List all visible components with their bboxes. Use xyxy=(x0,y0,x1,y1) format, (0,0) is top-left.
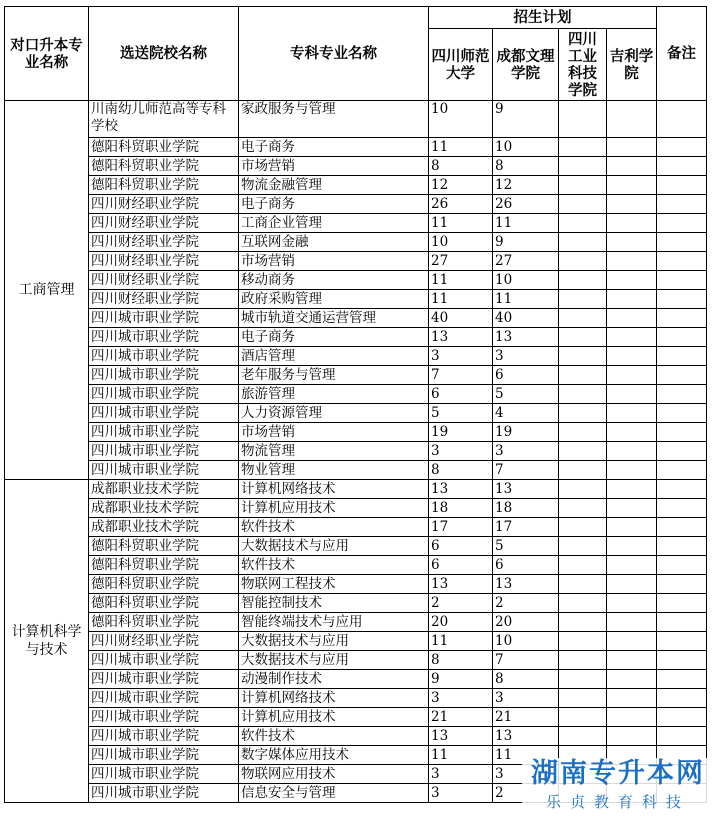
school-cell: 四川城市职业学院 xyxy=(89,328,239,347)
plan-cell-univ-1: 13 xyxy=(429,575,493,594)
major-cell: 电子商务 xyxy=(239,195,429,214)
plan-cell-univ-4 xyxy=(607,518,657,537)
school-cell: 四川城市职业学院 xyxy=(89,404,239,423)
plan-cell-univ-3 xyxy=(559,195,607,214)
school-cell: 德阳科贸职业学院 xyxy=(89,556,239,575)
major-cell: 市场营销 xyxy=(239,423,429,442)
plan-cell-univ-3 xyxy=(559,138,607,157)
table-row xyxy=(5,366,707,385)
plan-cell-univ-3 xyxy=(559,423,607,442)
major-cell: 大数据技术与应用 xyxy=(239,651,429,670)
school-cell: 德阳科贸职业学院 xyxy=(89,138,239,157)
table-row xyxy=(5,727,707,746)
plan-cell-univ-4 xyxy=(607,366,657,385)
plan-cell-univ-1: 40 xyxy=(429,309,493,328)
plan-cell-univ-3 xyxy=(559,727,607,746)
plan-cell-univ-1: 11 xyxy=(429,271,493,290)
plan-cell-univ-4 xyxy=(607,385,657,404)
plan-cell-univ-4 xyxy=(607,442,657,461)
plan-cell-univ-1: 20 xyxy=(429,613,493,632)
school-cell: 德阳科贸职业学院 xyxy=(89,613,239,632)
major-cell: 电子商务 xyxy=(239,138,429,157)
school-cell: 四川城市职业学院 xyxy=(89,689,239,708)
header-major: 专科专业名称 xyxy=(239,7,429,101)
remark-cell xyxy=(657,214,707,233)
plan-cell-univ-4 xyxy=(607,214,657,233)
plan-cell-univ-2: 7 xyxy=(493,651,559,670)
school-cell: 四川财经职业学院 xyxy=(89,214,239,233)
plan-cell-univ-1: 11 xyxy=(429,290,493,309)
header-univ-2: 成都文理学院 xyxy=(493,29,559,101)
plan-cell-univ-1: 3 xyxy=(429,347,493,366)
plan-cell-univ-2: 12 xyxy=(493,176,559,195)
table-row xyxy=(5,556,707,575)
plan-cell-univ-4 xyxy=(607,157,657,176)
remark-cell xyxy=(657,442,707,461)
major-cell: 物联网工程技术 xyxy=(239,575,429,594)
plan-cell-univ-2: 9 xyxy=(493,101,559,138)
header-school: 选送院校名称 xyxy=(89,7,239,101)
plan-cell-univ-4 xyxy=(607,613,657,632)
major-cell: 城市轨道交通运营管理 xyxy=(239,309,429,328)
plan-cell-univ-3 xyxy=(559,290,607,309)
table-row xyxy=(5,461,707,480)
school-cell: 四川城市职业学院 xyxy=(89,423,239,442)
header-univ-3: 四川工业科技学院 xyxy=(559,29,607,101)
plan-cell-univ-3 xyxy=(559,499,607,518)
plan-cell-univ-4 xyxy=(607,271,657,290)
plan-cell-univ-1: 2 xyxy=(429,594,493,613)
header-plan-group: 招生计划 xyxy=(429,7,657,29)
school-cell: 德阳科贸职业学院 xyxy=(89,537,239,556)
school-cell: 四川城市职业学院 xyxy=(89,708,239,727)
table-row xyxy=(5,328,707,347)
remark-cell xyxy=(657,708,707,727)
table-row xyxy=(5,594,707,613)
plan-cell-univ-2: 4 xyxy=(493,404,559,423)
plan-cell-univ-4 xyxy=(607,176,657,195)
major-cell: 旅游管理 xyxy=(239,385,429,404)
remark-cell xyxy=(657,613,707,632)
plan-cell-univ-4 xyxy=(607,423,657,442)
major-cell: 电子商务 xyxy=(239,328,429,347)
plan-cell-univ-4 xyxy=(607,233,657,252)
plan-cell-univ-3 xyxy=(559,271,607,290)
major-cell: 大数据技术与应用 xyxy=(239,537,429,556)
plan-cell-univ-1: 6 xyxy=(429,556,493,575)
plan-cell-univ-2: 5 xyxy=(493,385,559,404)
table-row xyxy=(5,632,707,651)
school-cell: 四川财经职业学院 xyxy=(89,290,239,309)
plan-cell-univ-3 xyxy=(559,518,607,537)
plan-cell-univ-4 xyxy=(607,632,657,651)
major-cell: 老年服务与管理 xyxy=(239,366,429,385)
table-row xyxy=(5,101,707,138)
plan-cell-univ-4 xyxy=(607,537,657,556)
plan-cell-univ-1: 11 xyxy=(429,746,493,765)
remark-cell xyxy=(657,233,707,252)
plan-cell-univ-2: 20 xyxy=(493,613,559,632)
major-cell: 政府采购管理 xyxy=(239,290,429,309)
major-cell: 物联网应用技术 xyxy=(239,765,429,784)
plan-cell-univ-2: 10 xyxy=(493,271,559,290)
major-cell: 物流管理 xyxy=(239,442,429,461)
major-cell: 智能控制技术 xyxy=(239,594,429,613)
major-cell: 数字媒体应用技术 xyxy=(239,746,429,765)
school-cell: 四川城市职业学院 xyxy=(89,309,239,328)
table-row xyxy=(5,138,707,157)
remark-cell xyxy=(657,670,707,689)
plan-cell-univ-4 xyxy=(607,138,657,157)
plan-cell-univ-1: 12 xyxy=(429,176,493,195)
plan-cell-univ-3 xyxy=(559,176,607,195)
remark-cell xyxy=(657,138,707,157)
remark-cell xyxy=(657,537,707,556)
plan-cell-univ-1: 3 xyxy=(429,442,493,461)
school-cell: 川南幼儿师范高等专科学校 xyxy=(89,101,239,138)
school-cell: 四川城市职业学院 xyxy=(89,442,239,461)
plan-cell-univ-2: 6 xyxy=(493,366,559,385)
major-cell: 软件技术 xyxy=(239,556,429,575)
plan-cell-univ-4 xyxy=(607,290,657,309)
plan-cell-univ-2: 9 xyxy=(493,233,559,252)
school-cell: 德阳科贸职业学院 xyxy=(89,594,239,613)
school-cell: 德阳科贸职业学院 xyxy=(89,176,239,195)
table-row xyxy=(5,347,707,366)
plan-cell-univ-3 xyxy=(559,632,607,651)
plan-cell-univ-1: 8 xyxy=(429,651,493,670)
plan-cell-univ-3 xyxy=(559,309,607,328)
remark-cell xyxy=(657,651,707,670)
remark-cell xyxy=(657,290,707,309)
school-cell: 四川城市职业学院 xyxy=(89,651,239,670)
table-row xyxy=(5,309,707,328)
plan-cell-univ-1: 11 xyxy=(429,214,493,233)
school-cell: 四川城市职业学院 xyxy=(89,727,239,746)
remark-cell xyxy=(657,101,707,138)
plan-cell-univ-2: 11 xyxy=(493,290,559,309)
remark-cell xyxy=(657,499,707,518)
remark-cell xyxy=(657,176,707,195)
plan-cell-univ-4 xyxy=(607,461,657,480)
remark-cell xyxy=(657,518,707,537)
table-row xyxy=(5,233,707,252)
plan-cell-univ-3 xyxy=(559,404,607,423)
plan-cell-univ-1: 3 xyxy=(429,765,493,784)
school-cell: 四川财经职业学院 xyxy=(89,252,239,271)
remark-cell xyxy=(657,195,707,214)
remark-cell xyxy=(657,727,707,746)
major-cell: 动漫制作技术 xyxy=(239,670,429,689)
plan-cell-univ-2: 18 xyxy=(493,499,559,518)
plan-cell-univ-1: 13 xyxy=(429,480,493,499)
plan-cell-univ-1: 17 xyxy=(429,518,493,537)
school-cell: 四川财经职业学院 xyxy=(89,632,239,651)
major-cell: 智能终端技术与应用 xyxy=(239,613,429,632)
major-cell: 家政服务与管理 xyxy=(239,101,429,138)
plan-cell-univ-2: 3 xyxy=(493,765,559,784)
major-cell: 计算机网络技术 xyxy=(239,689,429,708)
school-cell: 四川城市职业学院 xyxy=(89,765,239,784)
header-remark: 备注 xyxy=(657,7,707,101)
plan-cell-univ-1: 13 xyxy=(429,328,493,347)
plan-cell-univ-3 xyxy=(559,594,607,613)
plan-cell-univ-4 xyxy=(607,556,657,575)
plan-cell-univ-2: 13 xyxy=(493,575,559,594)
plan-cell-univ-4 xyxy=(607,404,657,423)
plan-cell-univ-4 xyxy=(607,480,657,499)
plan-cell-univ-1: 10 xyxy=(429,101,493,138)
remark-cell xyxy=(657,423,707,442)
school-cell: 四川城市职业学院 xyxy=(89,746,239,765)
header-category: 对口升本专业名称 xyxy=(5,7,89,101)
school-cell: 四川城市职业学院 xyxy=(89,461,239,480)
plan-cell-univ-3 xyxy=(559,708,607,727)
plan-cell-univ-3 xyxy=(559,442,607,461)
plan-cell-univ-1: 11 xyxy=(429,632,493,651)
table-row xyxy=(5,689,707,708)
remark-cell xyxy=(657,632,707,651)
plan-cell-univ-1: 27 xyxy=(429,252,493,271)
plan-cell-univ-2: 6 xyxy=(493,556,559,575)
plan-cell-univ-2: 3 xyxy=(493,347,559,366)
watermark-title: 湖南专升本网 xyxy=(531,758,705,789)
table-row xyxy=(5,271,707,290)
plan-cell-univ-2: 13 xyxy=(493,328,559,347)
major-cell: 信息安全与管理 xyxy=(239,784,429,803)
major-cell: 酒店管理 xyxy=(239,347,429,366)
remark-cell xyxy=(657,556,707,575)
table-row xyxy=(5,670,707,689)
school-cell: 德阳科贸职业学院 xyxy=(89,575,239,594)
major-cell: 软件技术 xyxy=(239,518,429,537)
plan-cell-univ-2: 10 xyxy=(493,138,559,157)
school-cell: 四川财经职业学院 xyxy=(89,233,239,252)
plan-cell-univ-2: 8 xyxy=(493,670,559,689)
plan-cell-univ-1: 9 xyxy=(429,670,493,689)
remark-cell xyxy=(657,594,707,613)
plan-cell-univ-3 xyxy=(559,233,607,252)
remark-cell xyxy=(657,309,707,328)
school-cell: 德阳科贸职业学院 xyxy=(89,157,239,176)
plan-cell-univ-1: 21 xyxy=(429,708,493,727)
table-row xyxy=(5,404,707,423)
plan-cell-univ-2: 27 xyxy=(493,252,559,271)
remark-cell xyxy=(657,271,707,290)
plan-cell-univ-3 xyxy=(559,366,607,385)
plan-cell-univ-4 xyxy=(607,328,657,347)
category-cell: 计算机科学与技术 xyxy=(5,480,89,803)
major-cell: 大数据技术与应用 xyxy=(239,632,429,651)
major-cell: 互联网金融 xyxy=(239,233,429,252)
plan-cell-univ-4 xyxy=(607,347,657,366)
plan-cell-univ-2: 11 xyxy=(493,214,559,233)
remark-cell xyxy=(657,461,707,480)
plan-cell-univ-2: 3 xyxy=(493,689,559,708)
school-cell: 四川城市职业学院 xyxy=(89,366,239,385)
major-cell: 移动商务 xyxy=(239,271,429,290)
plan-cell-univ-3 xyxy=(559,347,607,366)
plan-cell-univ-4 xyxy=(607,575,657,594)
watermark xyxy=(522,758,714,816)
major-cell: 软件技术 xyxy=(239,727,429,746)
plan-cell-univ-3 xyxy=(559,461,607,480)
plan-cell-univ-2: 2 xyxy=(493,784,559,803)
table-row xyxy=(5,423,707,442)
school-cell: 成都职业技术学院 xyxy=(89,480,239,499)
plan-cell-univ-2: 13 xyxy=(493,727,559,746)
plan-cell-univ-1: 3 xyxy=(429,784,493,803)
plan-cell-univ-4 xyxy=(607,651,657,670)
table-row xyxy=(5,290,707,309)
plan-cell-univ-3 xyxy=(559,252,607,271)
major-cell: 计算机应用技术 xyxy=(239,499,429,518)
plan-cell-univ-1: 6 xyxy=(429,537,493,556)
plan-cell-univ-3 xyxy=(559,556,607,575)
header-univ-1: 四川师范大学 xyxy=(429,29,493,101)
major-cell: 市场营销 xyxy=(239,252,429,271)
plan-cell-univ-2: 8 xyxy=(493,157,559,176)
table-row xyxy=(5,157,707,176)
plan-cell-univ-2: 10 xyxy=(493,632,559,651)
plan-cell-univ-3 xyxy=(559,670,607,689)
plan-cell-univ-3 xyxy=(559,214,607,233)
category-cell: 工商管理 xyxy=(5,101,89,480)
table-row xyxy=(5,651,707,670)
plan-cell-univ-2: 40 xyxy=(493,309,559,328)
school-cell: 四川城市职业学院 xyxy=(89,784,239,803)
remark-cell xyxy=(657,328,707,347)
plan-cell-univ-1: 18 xyxy=(429,499,493,518)
table-row xyxy=(5,442,707,461)
enrollment-plan-table xyxy=(4,6,707,803)
plan-cell-univ-2: 5 xyxy=(493,537,559,556)
table-row xyxy=(5,214,707,233)
plan-cell-univ-3 xyxy=(559,689,607,708)
plan-cell-univ-1: 13 xyxy=(429,727,493,746)
school-cell: 四川财经职业学院 xyxy=(89,271,239,290)
school-cell: 四川财经职业学院 xyxy=(89,195,239,214)
plan-cell-univ-4 xyxy=(607,727,657,746)
remark-cell xyxy=(657,480,707,499)
table-row xyxy=(5,613,707,632)
plan-cell-univ-3 xyxy=(559,385,607,404)
plan-cell-univ-3 xyxy=(559,157,607,176)
plan-cell-univ-1: 11 xyxy=(429,138,493,157)
major-cell: 计算机网络技术 xyxy=(239,480,429,499)
plan-cell-univ-1: 8 xyxy=(429,461,493,480)
plan-cell-univ-1: 19 xyxy=(429,423,493,442)
table-row xyxy=(5,176,707,195)
plan-cell-univ-2: 2 xyxy=(493,594,559,613)
plan-cell-univ-2: 26 xyxy=(493,195,559,214)
plan-cell-univ-2: 3 xyxy=(493,442,559,461)
remark-cell xyxy=(657,404,707,423)
remark-cell xyxy=(657,252,707,271)
plan-cell-univ-4 xyxy=(607,708,657,727)
plan-cell-univ-1: 3 xyxy=(429,689,493,708)
remark-cell xyxy=(657,347,707,366)
remark-cell xyxy=(657,689,707,708)
plan-cell-univ-1: 5 xyxy=(429,404,493,423)
plan-cell-univ-4 xyxy=(607,309,657,328)
school-cell: 四川城市职业学院 xyxy=(89,347,239,366)
major-cell: 计算机应用技术 xyxy=(239,708,429,727)
header-univ-4: 吉利学院 xyxy=(607,29,657,101)
plan-cell-univ-2: 11 xyxy=(493,746,559,765)
table-row xyxy=(5,518,707,537)
plan-cell-univ-1: 7 xyxy=(429,366,493,385)
plan-cell-univ-2: 17 xyxy=(493,518,559,537)
plan-cell-univ-2: 13 xyxy=(493,480,559,499)
plan-cell-univ-4 xyxy=(607,499,657,518)
major-cell: 人力资源管理 xyxy=(239,404,429,423)
table-row xyxy=(5,537,707,556)
major-cell: 物业管理 xyxy=(239,461,429,480)
plan-cell-univ-3 xyxy=(559,651,607,670)
school-cell: 四川城市职业学院 xyxy=(89,670,239,689)
plan-cell-univ-2: 21 xyxy=(493,708,559,727)
plan-cell-univ-2: 19 xyxy=(493,423,559,442)
plan-cell-univ-4 xyxy=(607,101,657,138)
table-row xyxy=(5,252,707,271)
plan-cell-univ-3 xyxy=(559,537,607,556)
table-row xyxy=(5,499,707,518)
plan-cell-univ-3 xyxy=(559,613,607,632)
plan-cell-univ-3 xyxy=(559,480,607,499)
table-row xyxy=(5,575,707,594)
plan-cell-univ-1: 10 xyxy=(429,233,493,252)
school-cell: 成都职业技术学院 xyxy=(89,499,239,518)
plan-cell-univ-4 xyxy=(607,195,657,214)
plan-cell-univ-1: 8 xyxy=(429,157,493,176)
remark-cell xyxy=(657,575,707,594)
school-cell: 成都职业技术学院 xyxy=(89,518,239,537)
plan-cell-univ-3 xyxy=(559,101,607,138)
table-row xyxy=(5,385,707,404)
plan-cell-univ-4 xyxy=(607,594,657,613)
plan-cell-univ-2: 7 xyxy=(493,461,559,480)
plan-cell-univ-1: 6 xyxy=(429,385,493,404)
major-cell: 工商企业管理 xyxy=(239,214,429,233)
table-row xyxy=(5,708,707,727)
plan-cell-univ-1: 26 xyxy=(429,195,493,214)
plan-cell-univ-4 xyxy=(607,252,657,271)
plan-cell-univ-4 xyxy=(607,689,657,708)
watermark-subtitle: 乐贞教育科技 xyxy=(545,793,690,811)
remark-cell xyxy=(657,157,707,176)
school-cell: 四川城市职业学院 xyxy=(89,385,239,404)
plan-cell-univ-3 xyxy=(559,328,607,347)
major-cell: 市场营销 xyxy=(239,157,429,176)
remark-cell xyxy=(657,366,707,385)
plan-cell-univ-3 xyxy=(559,575,607,594)
plan-cell-univ-4 xyxy=(607,670,657,689)
table-row xyxy=(5,480,707,499)
major-cell: 物流金融管理 xyxy=(239,176,429,195)
remark-cell xyxy=(657,385,707,404)
table-row xyxy=(5,195,707,214)
